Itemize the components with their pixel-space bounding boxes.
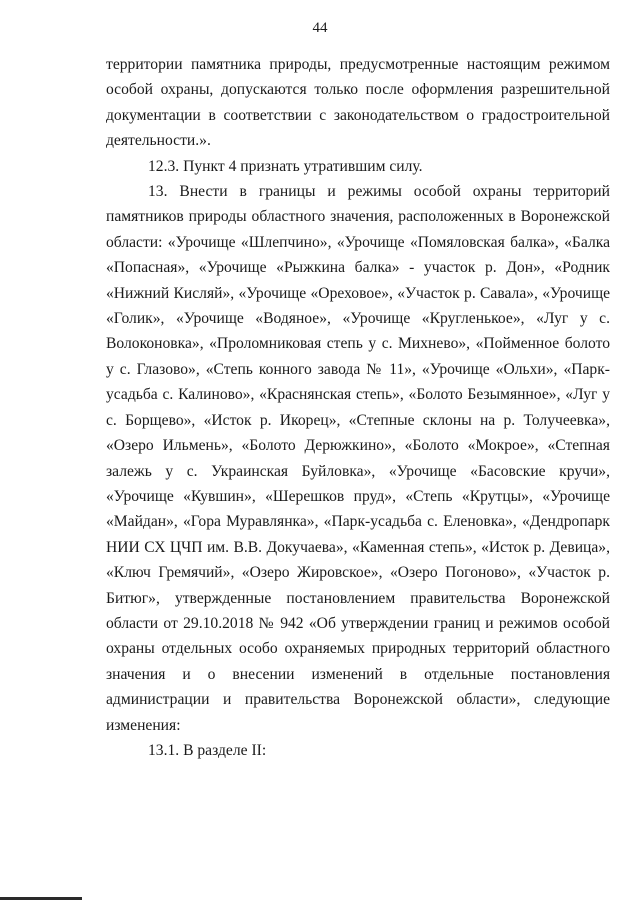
- paragraph-12-3: 12.3. Пункт 4 признать утратившим силу.: [148, 157, 423, 175]
- document-body: [106, 52, 610, 763]
- page-number: 44: [312, 20, 328, 36]
- paragraph-13: 13. Внести в границы и режимы особой охраны территорий памятников природы областного значения, расположенных в Воронежской области: «Урочище «Шлепчино», «Урочище «Помяловская балка», «Балка «Попасная», «Урочище «Рыжкина балка» - участок р. Дон», «Родник «Нижний Кисляй», «Урочище «Ореховое», «Участок р. Савала», «Урочище «Голик», «Урочище «Водяное», «Урочище «Кругленькое», «Луг у с. Волоконовка», «Проломниковая степь у с. Михнево», «Пойменное болото у с. Глазово», «Степь конного завода № 11», «Урочище «Ольхи», «Парк-усадьба с. Калиново», «Краснянская степь», «Болото Безымянное», «Луг у с. Борщево», «Исток р. Икорец», «Степные склоны на р. Толучеевка», «Озеро Ильмень», «Болото Дерюжкино», «Болото «Мокрое», «Степная залежь у с. Украинская Буйловка», «Урочище «Басовские кручи», «Урочище «Кувшин», «Шерешков пруд», «Степь «Крутцы», «Урочище «Майдан», «Гора Муравлянка», «Парк-усадьба с. Еленовка», «Дендропарк НИИ СХ ЦЧП им. В.В. Докучаева», «Каменная степь», «Исток р. Девица», «Ключ Гремячий», «Озеро Жировское», «Озеро Погоново», «Участок р. Битюг», утвержденные постановлением правительства Воронежской области от 29.10.2018 № 942 «Об утверждении границ и режимов особой охраны отдельных особо охраняемых природных территорий областного значения и о внесении изменений в отдельные постановления администрации и правительства Воронежской области», следующие изменения:: [106, 183, 610, 734]
- paragraph-continuation: территории памятника природы, предусмотренные настоящим режимом особой охраны, допускаются только после оформления разрешительной документации в соответствии с законодательством о градостроительной деятельности.».: [106, 56, 610, 150]
- paragraph-13-1: 13.1. В разделе II:: [148, 741, 267, 759]
